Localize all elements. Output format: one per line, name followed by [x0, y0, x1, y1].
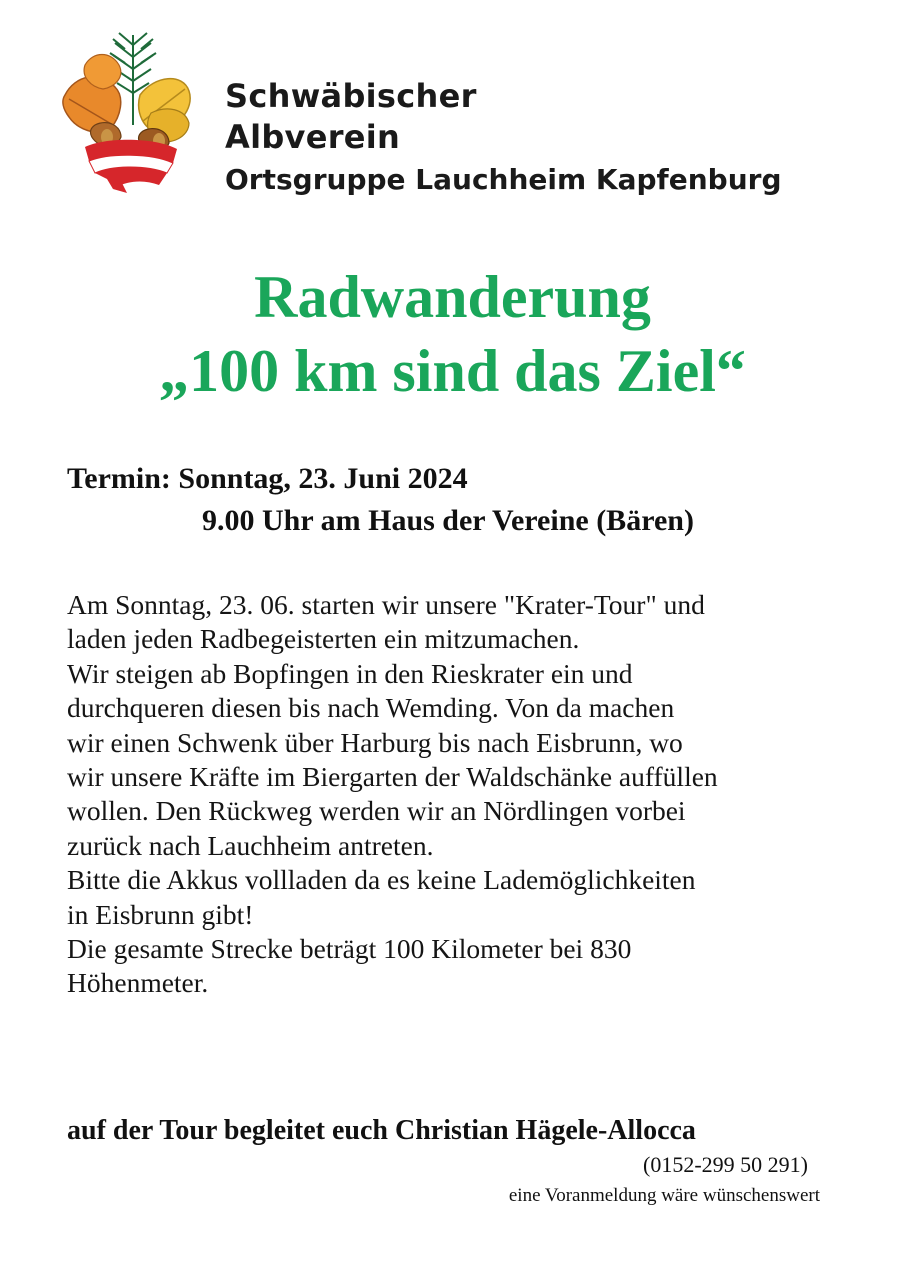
event-title: Radwanderung [254, 264, 651, 330]
header [55, 25, 815, 205]
event-slogan: „100 km sind das Ziel“ [159, 338, 746, 404]
termin-date: Termin: Sonntag, 23. Juni 2024 [67, 462, 468, 495]
description-line: Am Sonntag, 23. 06. starten wir unsere "Krater-Tour" und [67, 589, 705, 620]
event-description [67, 588, 877, 1001]
org-name-line2: Albverein [225, 118, 401, 156]
description-line: Wir steigen ab Bopfingen in den Rieskrater ein und [67, 657, 633, 689]
description-line: Die gesamte Strecke beträgt 100 Kilometer bei 830 [67, 933, 632, 965]
registration-note: eine Voranmeldung wäre wünschenswert [508, 1185, 820, 1206]
description-line: wollen. Den Rückweg werden wir an Nördlingen vorbei [67, 795, 686, 827]
description-line: wir unsere Kräfte im Biergarten der Waldschänke auffüllen [67, 761, 718, 793]
leaf-bouquet-logo-icon [55, 25, 205, 195]
termin-time-location: 9.00 Uhr am Haus der Vereine (Bären) [202, 504, 694, 537]
org-name-line1: Schwäbischer [225, 77, 477, 115]
description-line: durchqueren diesen bis nach Wemding. Von da machen [67, 692, 675, 724]
description-line: Höhenmeter. [67, 967, 209, 999]
description-line: laden jeden Radbegeisterten ein mitzumachen. [67, 623, 580, 655]
contact-phone: (0152-299 50 291) [643, 1152, 808, 1177]
description-line: in Eisbrunn gibt! [67, 898, 254, 930]
description-line: zurück nach Lauchheim antreten. [67, 829, 434, 861]
tour-guide: auf der Tour begleitet euch Christian Hägele-Allocca [67, 1115, 696, 1146]
description-line: wir einen Schwenk über Harburg bis nach Eisbrunn, wo [67, 726, 683, 758]
description-line: Bitte die Akkus vollladen da es keine Lademöglichkeiten [67, 864, 696, 896]
org-subtitle: Ortsgruppe Lauchheim Kapfenburg [225, 163, 782, 196]
